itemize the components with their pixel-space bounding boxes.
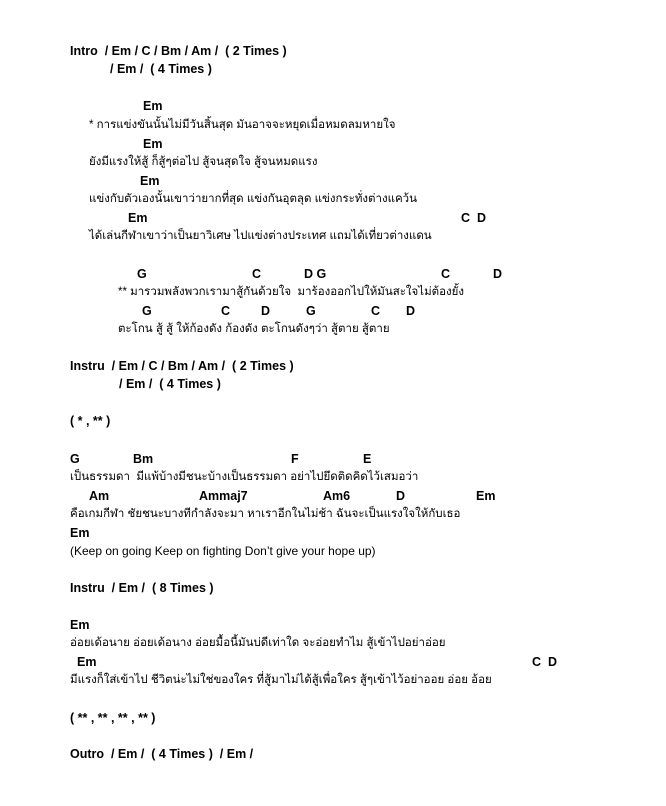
instru-line: Instru / Em / ( 8 Times ) xyxy=(70,581,214,595)
intro-line: Intro / Em / C / Bm / Am / ( 2 Times ) xyxy=(70,44,287,58)
chord: Em xyxy=(143,99,163,113)
chord: Em xyxy=(70,526,90,540)
chord: Am xyxy=(89,489,110,503)
chord: C D xyxy=(461,211,486,225)
lyric-line: ยังมีแรงให้สู้ ก็สู้ๆต่อไป สู้จนสุดใจ สู้จนหมดแรง xyxy=(89,156,318,168)
lyric-line: ได้เล่นกีฬาเขาว่าเป็นยาวิเศษ ไปแข่งต่างประเทศ แถมได้เที่ยวต่างแดน xyxy=(89,230,432,242)
lyric-line: แข่งกับตัวเองนั้นเขาว่ายากที่สุด แข่งกันอุตลุด แข่งกระทั่งต่างแคว้น xyxy=(89,193,418,205)
lyric-line: ** มารวมพลังพวกเรามาสู้กันด้วยใจ มาร้องออกไปให้มันสะใจไม่ต้องยั้ง xyxy=(118,286,464,298)
chord: Em xyxy=(128,211,148,225)
instru-repeat-line: / Em / ( 4 Times ) xyxy=(119,377,221,391)
outro-line: Outro / Em / ( 4 Times ) / Em / xyxy=(70,747,254,761)
chord: C D xyxy=(532,655,557,669)
chord: D xyxy=(261,304,271,318)
chord: D xyxy=(396,489,406,503)
lyric-line: ตะโกน สู้ สู้ ให้ก้องดัง ก้องดัง ตะโกนดังๆว่า สู้ตาย สู้ตาย xyxy=(118,323,390,335)
chord: D xyxy=(406,304,416,318)
chord: D xyxy=(493,267,503,281)
chord: Am6 xyxy=(323,489,351,503)
chord: C xyxy=(252,267,262,281)
chord: Ammaj7 xyxy=(199,489,248,503)
lyric-line: เป็นธรรมดา มีแพ้บ้างมีชนะบ้างเป็นธรรมดา อย่าไปยึดติดคิดไว้เสมอว่า xyxy=(70,471,419,483)
lyric-line: อ่อยเด้อนาย อ่อยเด้อนาง อ่อยมื้อนี้มันบ่ดีเท่าใด จะอ่อยทำไม สู้เข้าไปอย่าอ่อย xyxy=(70,637,446,649)
chord: D G xyxy=(304,267,327,281)
lyric-line: คือเกมกีฬา ชัยชนะบางทีกำลังจะมา หาเราอีกในไม่ช้า ฉันจะเป็นแรงใจให้กับเธอ xyxy=(70,508,461,520)
repeat-marker: ( * , ** ) xyxy=(70,414,111,428)
intro-repeat-line: / Em / ( 4 Times ) xyxy=(110,62,212,76)
lyric-line: มีแรงก็ใส่เข้าไป ชีวิตน่ะไม่ใช่ของใคร ที่สู้มาไม่ได้สู้เพื่อใคร สู้ๆเข้าไว้อย่าออย อ่อย อ้อย xyxy=(70,674,492,686)
instru-line: Instru / Em / C / Bm / Am / ( 2 Times ) xyxy=(70,359,294,373)
chord: Em xyxy=(143,137,163,151)
chord: Em xyxy=(77,655,97,669)
lyric-line: (Keep on going Keep on fighting Don’t give your hope up) xyxy=(70,544,376,558)
chord: Em xyxy=(476,489,496,503)
repeat-marker: ( ** , ** , ** , ** ) xyxy=(70,711,156,725)
chord: G xyxy=(137,267,147,281)
chord: G xyxy=(142,304,152,318)
chord: C xyxy=(371,304,381,318)
chord: G xyxy=(70,452,80,466)
chord: C xyxy=(441,267,451,281)
chord: Em xyxy=(70,618,90,632)
chord: Bm xyxy=(133,452,154,466)
chord: E xyxy=(363,452,372,466)
lyric-line: * การแข่งขันนั้นไม่มีวันสิ้นสุด มันอาจจะหยุดเมื่อหมดลมหายใจ xyxy=(89,119,396,131)
chord: F xyxy=(291,452,299,466)
chord: G xyxy=(306,304,316,318)
chord: Em xyxy=(140,174,160,188)
chord: C xyxy=(221,304,231,318)
